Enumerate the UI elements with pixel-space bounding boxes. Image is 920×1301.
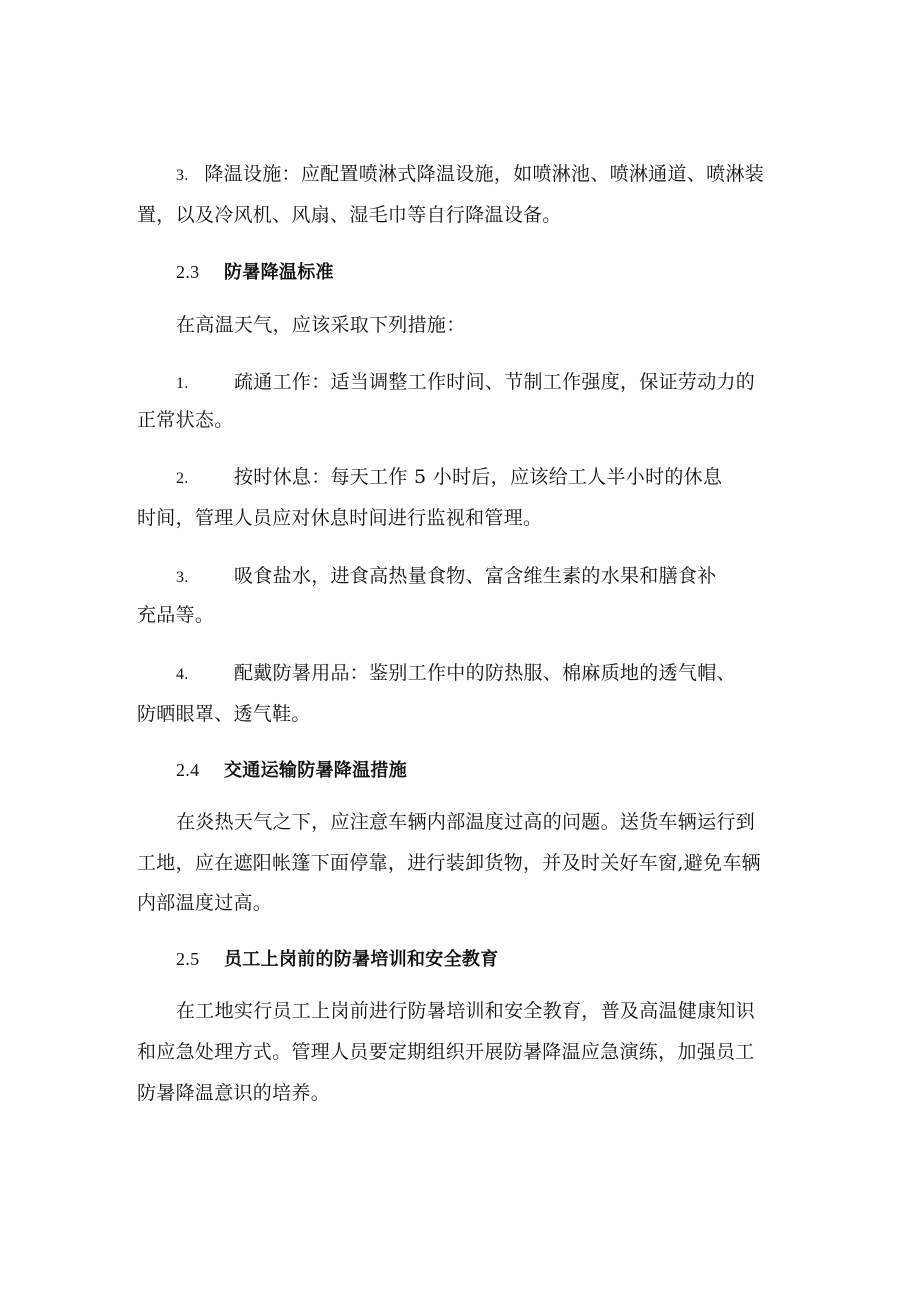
list-number: 4. bbox=[176, 666, 189, 683]
item-line bbox=[176, 162, 764, 188]
section-number: 2.4 bbox=[176, 760, 200, 780]
paragraph-line: 工地，应在遮阳帐篷下面停靠，进行装卸货物，并及时关好车窗,避免车辆 bbox=[137, 852, 761, 874]
paragraph-line: 在工地实行员工上岗前进行防暑培训和安全教育，普及高温健康知识 bbox=[176, 1000, 756, 1022]
paragraph-line: 在高温天气，应该采取下列措施： bbox=[176, 314, 466, 336]
list-number: 2. bbox=[176, 470, 189, 487]
list-item bbox=[176, 564, 717, 590]
list-number: 3. bbox=[176, 569, 189, 586]
list-text: 按时休息：每天工作 5 小时后，应该给工人半小时的休息 bbox=[234, 466, 723, 488]
paragraph-line: 内部温度过高。 bbox=[137, 892, 273, 914]
section-title: 防暑降温标准 bbox=[224, 262, 334, 283]
list-number: 1. bbox=[176, 375, 189, 392]
list-item-continued: 充品等。 bbox=[137, 604, 215, 626]
section-number: 2.3 bbox=[176, 262, 200, 282]
list-text: 配戴防暑用品：鉴别工作中的防热服、棉麻质地的透气帽、 bbox=[234, 662, 736, 684]
paragraph-line: 防暑降温意识的培养。 bbox=[137, 1082, 331, 1104]
list-item bbox=[176, 465, 722, 491]
paragraph-line: 和应急处理方式。管理人员要定期组织开展防暑降温应急演练，加强员工 bbox=[137, 1041, 755, 1063]
paragraph-line: 在炎热天气之下，应注意车辆内部温度过高的问题。送货车辆运行到 bbox=[176, 811, 756, 833]
list-item bbox=[176, 661, 736, 687]
list-item-continued: 时间，管理人员应对休息时间进行监视和管理。 bbox=[137, 507, 543, 529]
item-line-continued: 置，以及冷风机、风扇、湿毛巾等自行降温设备。 bbox=[137, 204, 562, 226]
section-heading bbox=[176, 947, 499, 972]
section-title: 员工上岗前的防暑培训和安全教育 bbox=[224, 949, 499, 970]
list-text: 疏通工作：适当调整工作时间、节制工作强度，保证劳动力的 bbox=[234, 371, 756, 393]
section-title: 交通运输防暑降温措施 bbox=[224, 760, 407, 781]
list-text: 吸食盐水，进食高热量食物、富含维生素的水果和膳食补 bbox=[234, 565, 717, 587]
list-item-continued: 防晒眼罩、透气鞋。 bbox=[137, 703, 311, 725]
list-number: 3. bbox=[176, 167, 189, 184]
list-item bbox=[176, 370, 755, 396]
section-number: 2.5 bbox=[176, 949, 200, 969]
section-heading bbox=[176, 758, 407, 783]
section-heading bbox=[176, 260, 334, 285]
list-text: 降温设施：应配置喷淋式降温设施，如喷淋池、喷淋通道、喷淋装 bbox=[204, 163, 765, 185]
list-item-continued: 正常状态。 bbox=[137, 409, 234, 431]
